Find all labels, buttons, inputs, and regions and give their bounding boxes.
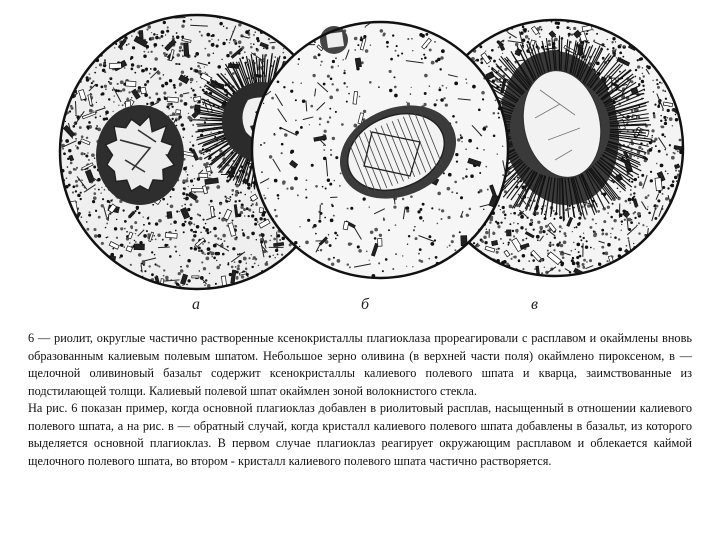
panel-label-v: в xyxy=(531,296,538,313)
plagioclase-xenocryst-left xyxy=(96,105,184,205)
body-paragraph: На рис. 6 показан пример, когда основной плагиоклаз добавлен в риолитовый расплав, насыщенный в отношении калиевого полевого шпата, а на рис. в — обратный случай, когда кристалл калиевого полевого шпата добавлены в базальт, из которого выделяется основной плагиоклаз. В первом случае плагиоклаз реагирует окружающим расплавом и облекается каймой щелочного полевого шпата, во втором - кристалл калиевого полевого шпата частично растворяется. xyxy=(28,401,692,468)
caption-text xyxy=(28,330,692,470)
panel-b-field xyxy=(251,22,508,278)
panel-label-b: б xyxy=(361,296,370,313)
figure-caption: 6 — риолит, округлые частично растворенные ксенокристаллы плагиоклаза прореагировали с расплавом и окаймлены вновь образованным калиевым полевым шпатом. Небольшое зерно оливина (в верхней части поля) окаймлено пироксеном, в — щелочной оливиновый базальт содержит ксенокристаллы калиевого полевого шпата и кварца, заимствованные из подстилающей толщи. Калиевый полевой шпат окаймлен зоной волокнистого стекла. xyxy=(28,331,692,398)
panel-label-a: а xyxy=(192,296,200,313)
